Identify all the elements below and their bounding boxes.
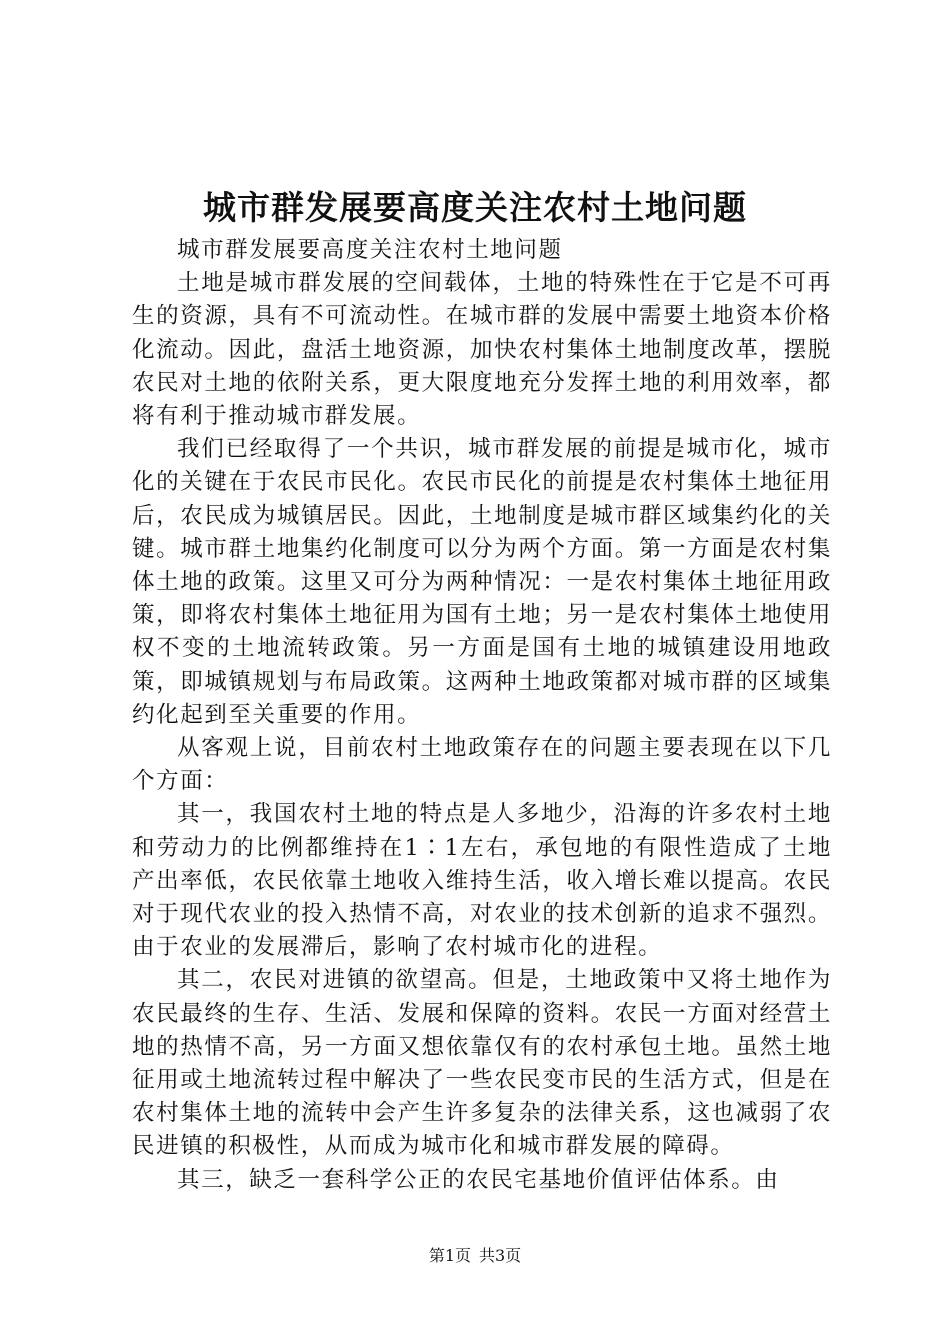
document-body bbox=[132, 234, 832, 1197]
page-number-current: 第1页 bbox=[428, 1246, 471, 1265]
page-number-total: 共3页 bbox=[479, 1246, 522, 1265]
page-footer bbox=[0, 1245, 950, 1267]
paragraph: 从客观上说，目前农村土地政策存在的问题主要表现在以下几个方面： bbox=[132, 735, 832, 795]
paragraph: 其三，缺乏一套科学公正的农民宅基地价值评估体系。由 bbox=[177, 1166, 780, 1193]
paragraph: 我们已经取得了一个共识，城市群发展的前提是城市化，城市化的关键在于农民市民化。农民市民化的前提是农村集体土地征用后，农民成为城镇居民。因此，土地制度是城市群区域集约化的关键。城市群土地集约化制度可以分为两个方面。第一方面是农村集体土地的政策。这里又可分为两种情况：一是农村集体土地征用政策，即将农村集体土地征用为国有土地；另一是农村集体土地使用权不变的土地流转政策。另一方面是国有土地的城镇建设用地政策，即城镇规划与布局政策。这两种土地政策都对城市群的区域集约化起到至关重要的作用。 bbox=[132, 436, 832, 728]
document-title: 城市群发展要高度关注农村土地问题 bbox=[203, 188, 747, 227]
paragraph: 其二，农民对进镇的欲望高。但是，土地政策中又将土地作为农民最终的生存、生活、发展和保障的资料。农民一方面对经营土地的热情不高，另一方面又想依靠仅有的农村承包土地。虽然土地征用或土地流转过程中解决了一些农民变市民的生活方式，但是在农村集体土地的流转中会产生许多复杂的法律关系，这也减弱了农民进镇的积极性，从而成为城市化和城市群发展的障碍。 bbox=[132, 967, 832, 1160]
paragraph: 土地是城市群发展的空间载体，土地的特殊性在于它是不可再生的资源，具有不可流动性。在城市群的发展中需要土地资本价格化流动。因此，盘活土地资源，加快农村集体土地制度改革，摆脱农民对土地的依附关系，更大限度地充分发挥土地的利用效率，都将有利于推动城市群发展。 bbox=[132, 270, 832, 430]
paragraph: 其一，我国农村土地的特点是人多地少，沿海的许多农村土地和劳动力的比例都维持在1∶1左右，承包地的有限性造成了土地产出率低，农民依靠土地收入维持生活，收入增长难以提高。农民对于现代农业的投入热情不高，对农业的技术创新的追求不强烈。由于农业的发展滞后，影响了农村城市化的进程。 bbox=[132, 801, 832, 961]
paragraph-subtitle: 城市群发展要高度关注农村土地问题 bbox=[177, 237, 563, 263]
